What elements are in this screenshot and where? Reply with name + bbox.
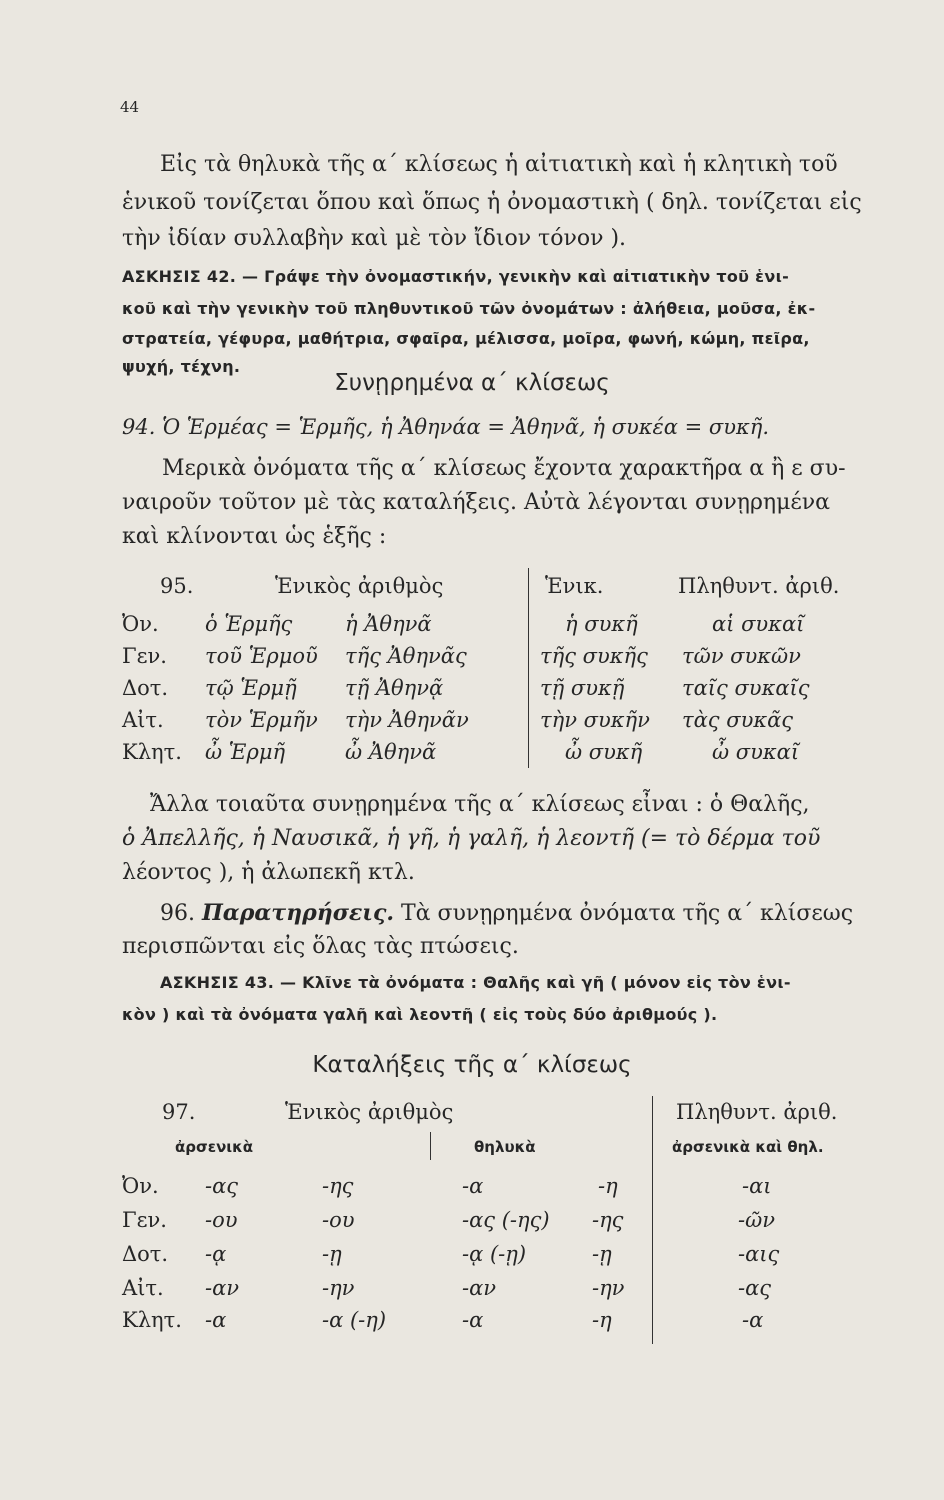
ending-fem-1: -ας (-ης): [462, 1208, 550, 1232]
case-label: Αἰτ.: [122, 1276, 164, 1300]
ending-masc-1: -αν: [205, 1276, 240, 1300]
ending-masc-2: -ῃ: [322, 1242, 342, 1266]
ending-plural: -ας: [738, 1276, 772, 1300]
para-96-number: 96.: [160, 901, 195, 926]
ending-fem-2: -ης: [592, 1208, 624, 1232]
syke-plural-form: αἱ συκαῖ: [712, 612, 805, 636]
ending-fem-1: -ᾳ (-ῃ): [462, 1242, 527, 1266]
para-94-line-3: ναιροῦν τοῦτον μὲ τὰς καταλήξεις. Αὐτὰ λέγονται συνῃρημένα: [122, 490, 831, 515]
ending-fem-1: -α: [462, 1308, 484, 1332]
others-line-1: Ἄλλα τοιαῦτα συνῃρημένα τῆς α΄ κλίσεως εἶναι : ὁ Θαλῆς,: [150, 792, 810, 817]
syke-plural-form: τῶν συκῶν: [682, 644, 801, 668]
syke-singular-form: ἡ συκῆ: [565, 612, 638, 636]
intro-line-3: τὴν ἰδίαν συλλαβὴν καὶ μὲ τὸν ἴδιον τόνον ).: [122, 226, 627, 251]
ending-fem-2: -η: [592, 1308, 612, 1332]
hermes-form: τοῦ Ἑρμοῦ: [205, 644, 318, 668]
others-line-3: λέοντος ), ἡ ἀλωπεκῆ κτλ.: [122, 860, 415, 885]
athena-form: ὦ Ἀθηνᾶ: [345, 740, 437, 764]
exercise-42-line-2: κοῦ καὶ τὴν γενικὴν τοῦ πληθυντικοῦ τῶν ὀνομάτων : ἀλήθεια, μοῦσα, ἐκ-: [122, 299, 816, 318]
table-95-header-plural: Πληθυντ. ἀριθ.: [678, 574, 840, 598]
exercise-42-line-4: ψυχή, τέχνη.: [122, 357, 241, 376]
case-label: Δοτ.: [122, 1242, 169, 1266]
table-97-number: 97.: [162, 1100, 196, 1124]
hermes-form: ὦ Ἑρμῆ: [205, 740, 286, 764]
hermes-form: ὁ Ἑρμῆς: [205, 612, 293, 636]
syke-plural-form: τὰς συκᾶς: [682, 708, 794, 732]
table-95-header-singular: Ἑνικὸς ἀριθμὸς: [275, 574, 444, 598]
exercise-43-line-2: κὸν ) καὶ τὰ ὀνόματα γαλῆ καὶ λεοντῆ ( εἰς τοὺς δύο ἀριθμούς ).: [122, 1005, 718, 1024]
syke-singular-form: τῇ συκῇ: [540, 676, 625, 700]
section-heading: Συνῃρημένα α΄ κλίσεως: [334, 370, 610, 396]
ending-masc-2: -ης: [322, 1174, 354, 1198]
case-label: Δοτ.: [122, 676, 169, 700]
ending-masc-2: -ου: [322, 1208, 355, 1232]
para-94-line-2: Μερικὰ ὀνόματα τῆς α΄ κλίσεως ἔχοντα χαρακτῆρα α ἢ ε συ-: [162, 456, 846, 481]
case-label: Ὀν.: [122, 612, 159, 636]
case-label: Κλητ.: [122, 1308, 182, 1332]
syke-plural-form: ταῖς συκαῖς: [682, 676, 810, 700]
table-95-header-sing-abbr: Ἑνικ.: [545, 574, 604, 598]
ending-fem-2: -ην: [592, 1276, 625, 1300]
case-label: Κλητ.: [122, 740, 182, 764]
athena-form: ἡ Ἀθηνᾶ: [345, 612, 432, 636]
sub-header-masculine: ἀρσενικὰ: [175, 1138, 254, 1156]
case-label: Ὀν.: [122, 1174, 159, 1198]
syke-plural-form: ὦ συκαῖ: [712, 740, 800, 764]
table-97-header-singular: Ἑνικὸς ἀριθμὸς: [285, 1100, 454, 1124]
case-label: Αἰτ.: [122, 708, 164, 732]
sub-header-feminine: θηλυκὰ: [474, 1138, 536, 1156]
athena-form: τῆς Ἀθηνᾶς: [345, 644, 467, 668]
ending-fem-1: -αν: [462, 1276, 497, 1300]
ending-masc-1: -ᾳ: [205, 1242, 227, 1266]
para-96-line-1: [160, 898, 853, 929]
sub-header-plural: ἀρσενικὰ καὶ θηλ.: [672, 1138, 824, 1156]
table-95-number: 95.: [160, 574, 194, 598]
exercise-42-line-1: ΑΣΚΗΣΙΣ 42. — Γράψε τὴν ὀνομαστικήν, γενικὴν καὶ αἰτιατικὴν τοῦ ἑνι-: [122, 267, 790, 286]
ending-fem-2: -ῃ: [592, 1242, 612, 1266]
table-97-divider-right: [652, 1096, 653, 1344]
para-96-line-2: περισπῶνται εἰς ὅλας τὰς πτώσεις.: [122, 934, 519, 959]
ending-plural: -ῶν: [738, 1208, 775, 1232]
table-95-divider: [528, 568, 529, 768]
case-label: Γεν.: [122, 644, 167, 668]
para-94-line-1: 94. Ὁ Ἑρμέας = Ἑρμῆς, ἡ Ἀθηνάα = Ἀθηνᾶ, ἡ συκέα = συκῆ.: [122, 415, 770, 439]
para-96-title: Παρατηρήσεις.: [202, 900, 394, 926]
hermes-form: τῷ Ἑρμῇ: [205, 676, 297, 700]
athena-form: τὴν Ἀθηνᾶν: [345, 708, 469, 732]
endings-heading: Καταλήξεις τῆς α΄ κλίσεως: [312, 1052, 632, 1078]
syke-singular-form: τῆς συκῆς: [540, 644, 648, 668]
others-line-2: ὁ Ἀπελλῆς, ἡ Ναυσικᾶ, ἡ γῆ, ἡ γαλῆ, ἡ λεοντῆ (= τὸ δέρμα τοῦ: [122, 826, 821, 851]
ending-masc-2: -ην: [322, 1276, 355, 1300]
ending-plural: -αι: [742, 1174, 772, 1198]
table-97-divider-left: [430, 1132, 431, 1160]
table-97-header-plural: Πληθυντ. ἀριθ.: [676, 1100, 838, 1124]
ending-fem-1: -α: [462, 1174, 484, 1198]
ending-masc-2: -α (-η): [322, 1308, 387, 1332]
syke-singular-form: ὦ συκῆ: [565, 740, 643, 764]
hermes-form: τὸν Ἑρμῆν: [205, 708, 318, 732]
ending-fem-2: -η: [598, 1174, 618, 1198]
intro-line-2: ἑνικοῦ τονίζεται ὅπου καὶ ὅπως ἡ ὀνομαστικὴ ( δηλ. τονίζεται εἰς: [122, 190, 862, 215]
para-94-line-4: καὶ κλίνονται ὡς ἑξῆς :: [122, 524, 387, 549]
ending-masc-1: -ου: [205, 1208, 238, 1232]
intro-line-1: Εἰς τὰ θηλυκὰ τῆς α΄ κλίσεως ἡ αἰτιατικὴ καὶ ἡ κλητικὴ τοῦ: [160, 152, 838, 177]
athena-form: τῇ Ἀθηνᾷ: [345, 676, 444, 700]
exercise-43-line-1: ΑΣΚΗΣΙΣ 43. — Κλῖνε τὰ ὀνόματα : Θαλῆς καὶ γῆ ( μόνον εἰς τὸν ἑνι-: [160, 973, 791, 992]
ending-masc-1: -α: [205, 1308, 227, 1332]
ending-plural: -α: [742, 1308, 764, 1332]
page-number: 44: [120, 98, 140, 116]
para-96-text: Τὰ συνῃρημένα ὀνόματα τῆς α΄ κλίσεως: [401, 901, 854, 926]
exercise-42-line-3: στρατεία, γέφυρα, μαθήτρια, σφαῖρα, μέλισσα, μοῖρα, φωνή, κώμη, πεῖρα,: [122, 329, 810, 348]
ending-masc-1: -ας: [205, 1174, 239, 1198]
syke-singular-form: τὴν συκῆν: [540, 708, 650, 732]
ending-plural: -αις: [738, 1242, 780, 1266]
case-label: Γεν.: [122, 1208, 167, 1232]
